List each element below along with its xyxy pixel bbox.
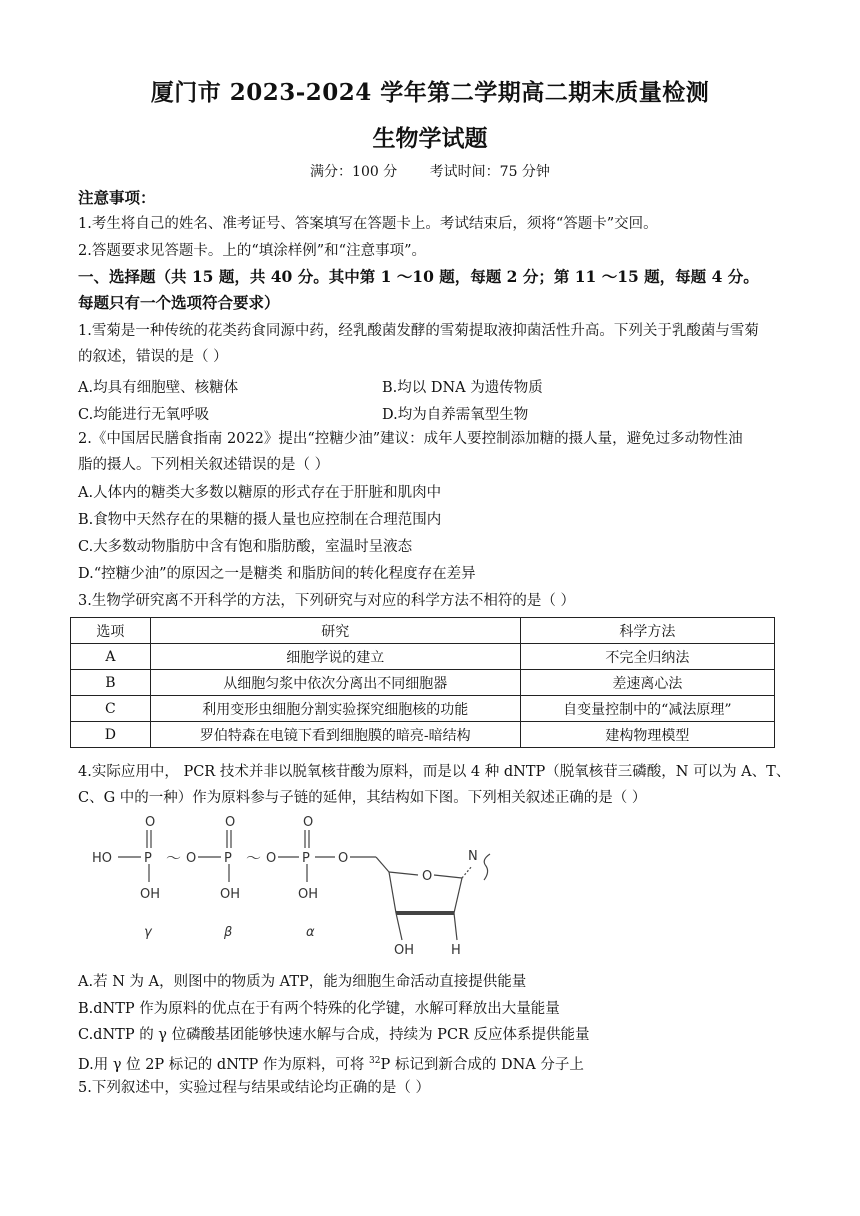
q1-stem-line-2: 的叙述，错误的是（ ） — [78, 349, 228, 365]
alpha-label: α — [306, 925, 315, 940]
phosphorus-beta: P — [224, 851, 232, 866]
phosphorus-gamma: P — [144, 851, 152, 866]
q1-option-a: A.均具有细胞壁、核糖体 — [78, 380, 239, 396]
table-row — [71, 722, 775, 748]
oxygen-gamma-top: O — [145, 815, 156, 830]
table-cell: A — [71, 644, 151, 670]
h-2prime: H — [451, 943, 461, 958]
tilde-1: ～ — [166, 849, 182, 867]
dntp-structure-diagram — [84, 808, 524, 958]
q2-option-a: A.人体内的糖类大多数以糖原的形式存在于肝脏和肌肉中 — [78, 485, 442, 501]
q3-table — [70, 617, 775, 748]
oh-gamma: OH — [140, 887, 161, 902]
table-header-cell: 选项 — [71, 618, 151, 644]
table-cell: 自变量控制中的“减法原理” — [520, 696, 774, 722]
notice-heading: 注意事项： — [78, 188, 156, 207]
q2-option-b: B.食物中天然存在的果糖的摄人量也应控制在合理范围内 — [78, 512, 442, 528]
oh-alpha: OH — [298, 887, 319, 902]
oxygen-alpha-top: O — [303, 815, 314, 830]
table-row — [71, 644, 775, 670]
isotope-mass-number: 32 — [369, 1056, 381, 1066]
phosphorus-alpha: P — [302, 851, 310, 866]
oh-3prime: OH — [394, 943, 415, 958]
q2-stem-line-1: 2.《中国居民膳食指南 2022》提出“控糖少油”建议：成年人要控制添加糖的摄人量，避免过多动物性油 — [78, 431, 743, 447]
exam-subtitle: 生物学试题 — [372, 125, 488, 152]
table-cell: 利用变形虫细胞分割实验探究细胞核的功能 — [150, 696, 520, 722]
section-heading-line-1: 一、选择题（共 15 题，共 40 分。其中第 1 ～10 题，每题 2 分；第 11 ～15 题，每题 4 分。 — [78, 267, 759, 286]
q4-stem-line-2: C、G 中的一种）作为原料参与子链的延伸，其结构如下图。下列相关叙述正确的是（ ） — [78, 790, 647, 806]
oxygen-beta-top: O — [225, 815, 236, 830]
base-n-label: N — [468, 849, 478, 864]
score-info: 满分：100 分 — [310, 164, 398, 180]
q1-option-d: D.均为自养需氧型生物 — [382, 407, 529, 423]
tilde-2: ～ — [246, 849, 262, 867]
ring-oxygen: O — [422, 869, 433, 884]
oxygen-link-2: O — [266, 851, 277, 866]
table-header-row — [71, 618, 775, 644]
table-cell: B — [71, 670, 151, 696]
q4-option-d — [78, 1051, 584, 1075]
q2-option-d: D.“控糖少油”的原因之一是糖类 和脂肪间的转化程度存在差异 — [78, 566, 476, 582]
table-header-cell: 科学方法 — [520, 618, 774, 644]
ho-label: HO — [92, 851, 113, 866]
table-cell: 建构物理模型 — [520, 722, 774, 748]
q2-option-c: C.大多数动物脂肪中含有饱和脂肪酸，室温时呈液态 — [78, 539, 413, 555]
beta-label: β — [224, 925, 233, 940]
q4-stem-line-1: 4.实际应用中， PCR 技术并非以脱氧核苷酸为原料，而是以 4 种 dNTP（脱氧核苷三磷酸，N 可以为 A、T、 — [78, 764, 791, 780]
table-row — [71, 696, 775, 722]
table-cell: 从细胞匀浆中依次分离出不同细胞器 — [150, 670, 520, 696]
table-cell: 差速离心法 — [520, 670, 774, 696]
table-cell: D — [71, 722, 151, 748]
table-cell: C — [71, 696, 151, 722]
q4-option-a: A.若 N 为 A，则图中的物质为 ATP，能为细胞生命活动直接提供能量 — [78, 974, 527, 990]
q1-stem-line-1: 1.雪菊是一种传统的花类药食同源中药，经乳酸菌发酵的雪菊提取液抑菌活性升高。下列关于乳酸菌与雪菊 — [78, 323, 759, 339]
q4-option-d-suffix: P 标记到新合成的 DNA 分子上 — [380, 1056, 584, 1073]
exam-title: 厦门市 2023-2024 学年第二学期高二期末质量检测 — [150, 79, 710, 106]
q1-option-c: C.均能进行无氧呼吸 — [78, 407, 210, 423]
exam-meta — [0, 161, 860, 181]
table-cell: 罗伯特森在电镜下看到细胞膜的暗亮-暗结构 — [150, 722, 520, 748]
notice-item-1: 1.考生将自己的姓名、准考证号、答案填写在答题卡上。考试结束后，须将“答题卡”交回。 — [78, 216, 658, 232]
table-cell: 不完全归纳法 — [520, 644, 774, 670]
table-row — [71, 670, 775, 696]
q2-stem-line-2: 脂的摄人。下列相关叙述错误的是（ ） — [78, 457, 330, 473]
q4-option-c: C.dNTP 的 γ 位磷酸基团能够快速水解与合成，持续为 PCR 反应体系提供能量 — [78, 1027, 590, 1043]
oxygen-link-1: O — [186, 851, 197, 866]
time-info: 考试时间：75 分钟 — [429, 164, 550, 180]
q1-option-b: B.均以 DNA 为遗传物质 — [382, 380, 543, 396]
notice-item-2: 2.答题要求见答题卡。上的“填涂样例”和“注意事项”。 — [78, 243, 426, 259]
q4-option-b: B.dNTP 作为原料的优点在于有两个特殊的化学键，水解可释放出大量能量 — [78, 1001, 560, 1017]
q3-stem: 3.生物学研究离不开科学的方法，下列研究与对应的科学方法不相符的是（ ） — [78, 593, 575, 609]
section-heading-line-2: 每题只有一个选项符合要求） — [78, 293, 280, 312]
table-cell: 细胞学说的建立 — [150, 644, 520, 670]
oxygen-link-3: O — [338, 851, 349, 866]
q4-option-d-prefix: D.用 γ 位 2P 标记的 dNTP 作为原料，可将 — [78, 1056, 370, 1073]
table-header-cell: 研究 — [150, 618, 520, 644]
oh-beta: OH — [220, 887, 241, 902]
q5-stem: 5.下列叙述中，实验过程与结果或结论均正确的是（ ） — [78, 1080, 430, 1096]
gamma-label: γ — [144, 925, 152, 940]
